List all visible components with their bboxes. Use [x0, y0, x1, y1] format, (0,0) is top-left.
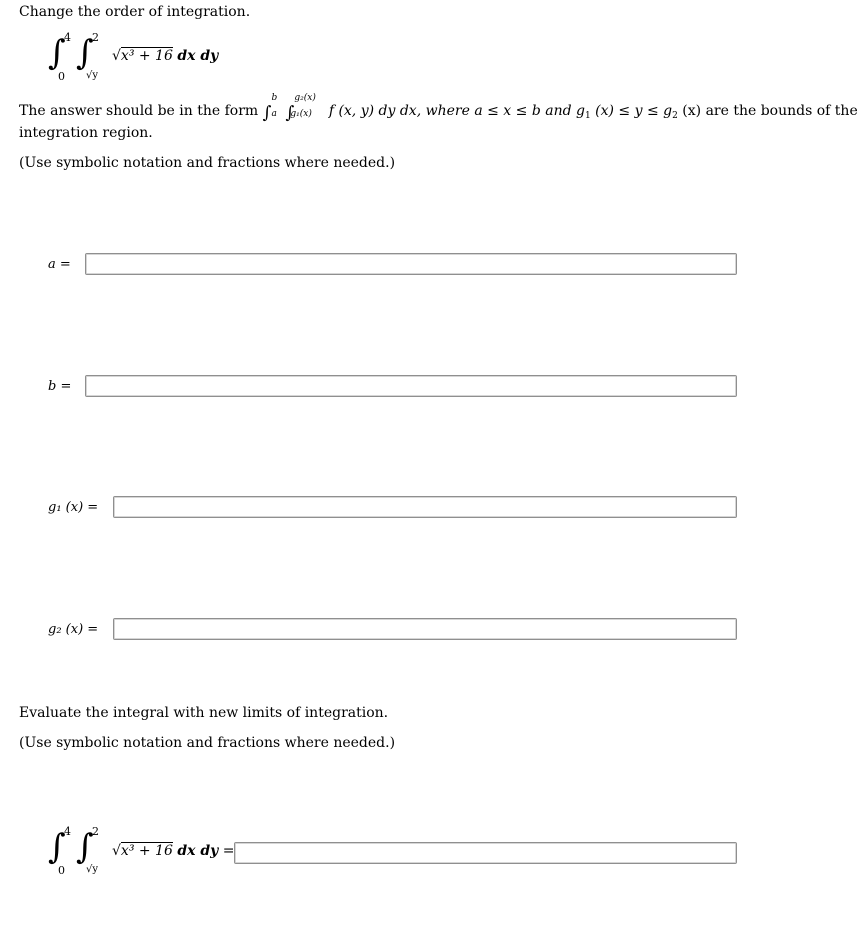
eval-equals: =	[222, 843, 235, 859]
notation-note: (Use symbolic notation and fractions where needed.)	[19, 155, 396, 171]
form-inner-integral-sign: ∫	[285, 103, 295, 123]
inner-integral-sign: ∫	[76, 33, 94, 73]
eval-outer-integral-sign: ∫	[48, 827, 66, 867]
differentials: dx dy	[177, 48, 219, 64]
evaluate-title: Evaluate the integral with new limits of integration.	[19, 705, 389, 721]
answer-form-line2: integration region.	[19, 125, 153, 141]
g2-label: g₂ (x) =	[48, 622, 99, 637]
form-outer-integral-sign: ∫	[262, 103, 272, 123]
integrand: √x³ + 16 dx dy	[112, 48, 219, 64]
eval-differentials: dx dy	[177, 843, 219, 859]
outer-upper-limit: 4	[64, 31, 71, 44]
form-outer-lower: a	[271, 109, 277, 119]
answer-form-mid2: (x) ≤ y ≤ g	[595, 103, 673, 119]
outer-lower-limit: 0	[58, 70, 65, 83]
b-label: b =	[48, 379, 72, 394]
inner-upper-limit: 2	[92, 31, 99, 44]
a-label: a =	[48, 257, 71, 272]
form-outer-upper: b	[271, 93, 278, 103]
evaluate-note: (Use symbolic notation and fractions where needed.)	[19, 735, 396, 751]
answer-form-mid: f (x, y) dy dx, where a ≤ x ≤ b and g	[328, 103, 585, 119]
g1-label: g₁ (x) =	[48, 500, 99, 515]
eval-inner-upper-limit: 2	[92, 825, 99, 838]
b-input[interactable]	[85, 375, 737, 397]
eval-inner-integral-sign: ∫	[76, 827, 94, 867]
inner-lower-limit: √y	[86, 70, 99, 81]
eval-outer-lower-limit: 0	[58, 864, 65, 877]
answer-form-line: The answer should be in the form ∫ b a ∫ g₂(x) g₁(x) f (x, y) dy dx, where a ≤ x ≤ b and $g_1$ $(x) \le y \le g_2$ (x) are the bounds of the	[19, 93, 858, 123]
evaluate-input[interactable]	[234, 842, 737, 864]
eval-integrand: √x³ + 16 dx dy =	[112, 843, 235, 859]
eval-inner-lower-limit: √y	[86, 864, 99, 875]
form-inner-upper: g₂(x)	[294, 93, 316, 103]
g2-input[interactable]	[113, 618, 737, 640]
eval-integrand-radicand: x³ + 16	[120, 843, 173, 859]
form-inner-lower: g₁(x)	[290, 109, 312, 119]
outer-integral-sign: ∫	[48, 33, 66, 73]
a-input[interactable]	[85, 253, 737, 275]
answer-form-suffix: (x) are the bounds of the	[682, 103, 858, 119]
evaluate-integral	[48, 825, 238, 878]
g1-input[interactable]	[113, 496, 737, 518]
original-integral	[48, 31, 248, 84]
integrand-radicand: x³ + 16	[120, 48, 173, 64]
answer-form-prefix: The answer should be in the form	[19, 103, 259, 119]
eval-outer-upper-limit: 4	[64, 825, 71, 838]
problem-title: Change the order of integration.	[19, 4, 251, 20]
